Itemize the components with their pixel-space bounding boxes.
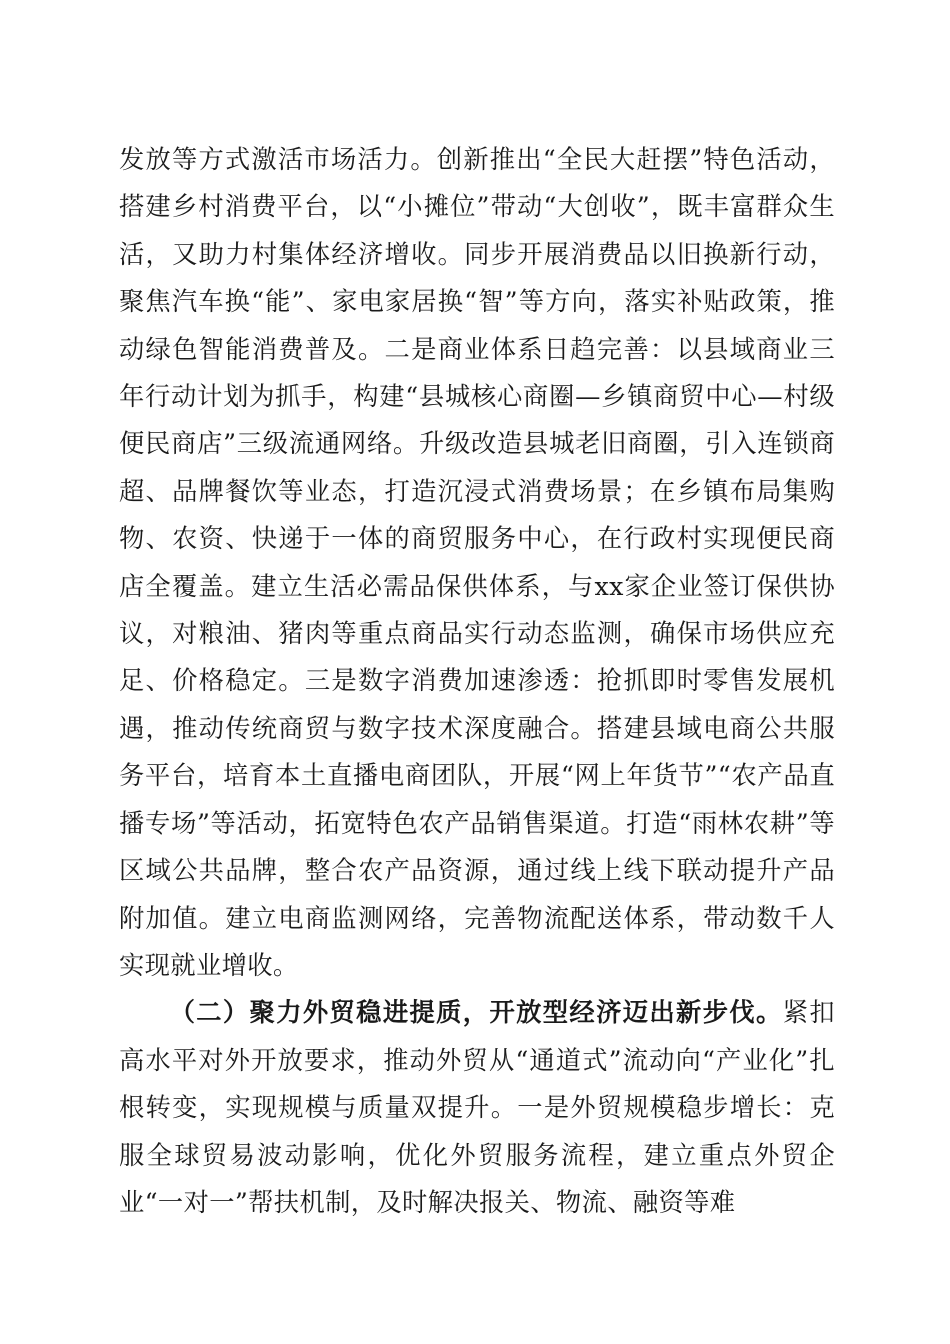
paragraph-continued — [119, 136, 835, 989]
body-text — [119, 136, 835, 1226]
section-heading: （二）聚力外贸稳进提质，开放型经济迈出新步伐。 — [169, 997, 783, 1028]
paragraph-text: 发放等方式激活市场活力。创新推出“全民大赶摆”特色活动，搭建乡村消费平台，以“小摊位”带动“大创收”，既丰富群众生活，又助力村集体经济增收。同步开展消费品以旧换新行动，聚焦汽车换“能”、家电家居换“智”等方向，落实补贴政策，推动绿色智能消费普及。二是商业体系日趋完善：以县域商业三年行动计划为抓手，构建“县城核心商圈—乡镇商贸中心—村级便民商店”三级流通网络。升级改造县城老旧商圈，引入连锁商超、品牌餐饮等业态，打造沉浸式消费场景；在乡镇布局集购物、农资、快递于一体的商贸服务中心，在行政村实现便民商店全覆盖。建立生活必需品保供体系，与xx家企业签订保供协议，对粮油、猪肉等重点商品实行动态监测，确保市场供应充足、价格稳定。三是数字消费加速渗透：抢抓即时零售发展机遇，推动传统商贸与数字技术深度融合。搭建县域电商公共服务平台，培育本土直播电商团队，开展“网上年货节”“农产品直播专场”等活动，拓宽特色农产品销售渠道。打造“雨林农耕”等区域公共品牌，整合农产品资源，通过线上线下联动提升产品附加值。建立电商监测网络，完善物流配送体系，带动数千人实现就业增收。 — [119, 145, 835, 980]
paragraph-section-two — [119, 989, 835, 1226]
paragraph-text: 紧扣高水平对外开放要求，推动外贸从“通道式”流动向“产业化”扎根转变，实现规模与质量双提升。一是外贸规模稳步增长：克服全球贸易波动影响，优化外贸服务流程，建立重点外贸企业“一对一”帮扶机制，及时解决报关、物流、融资等难 — [119, 998, 835, 1217]
